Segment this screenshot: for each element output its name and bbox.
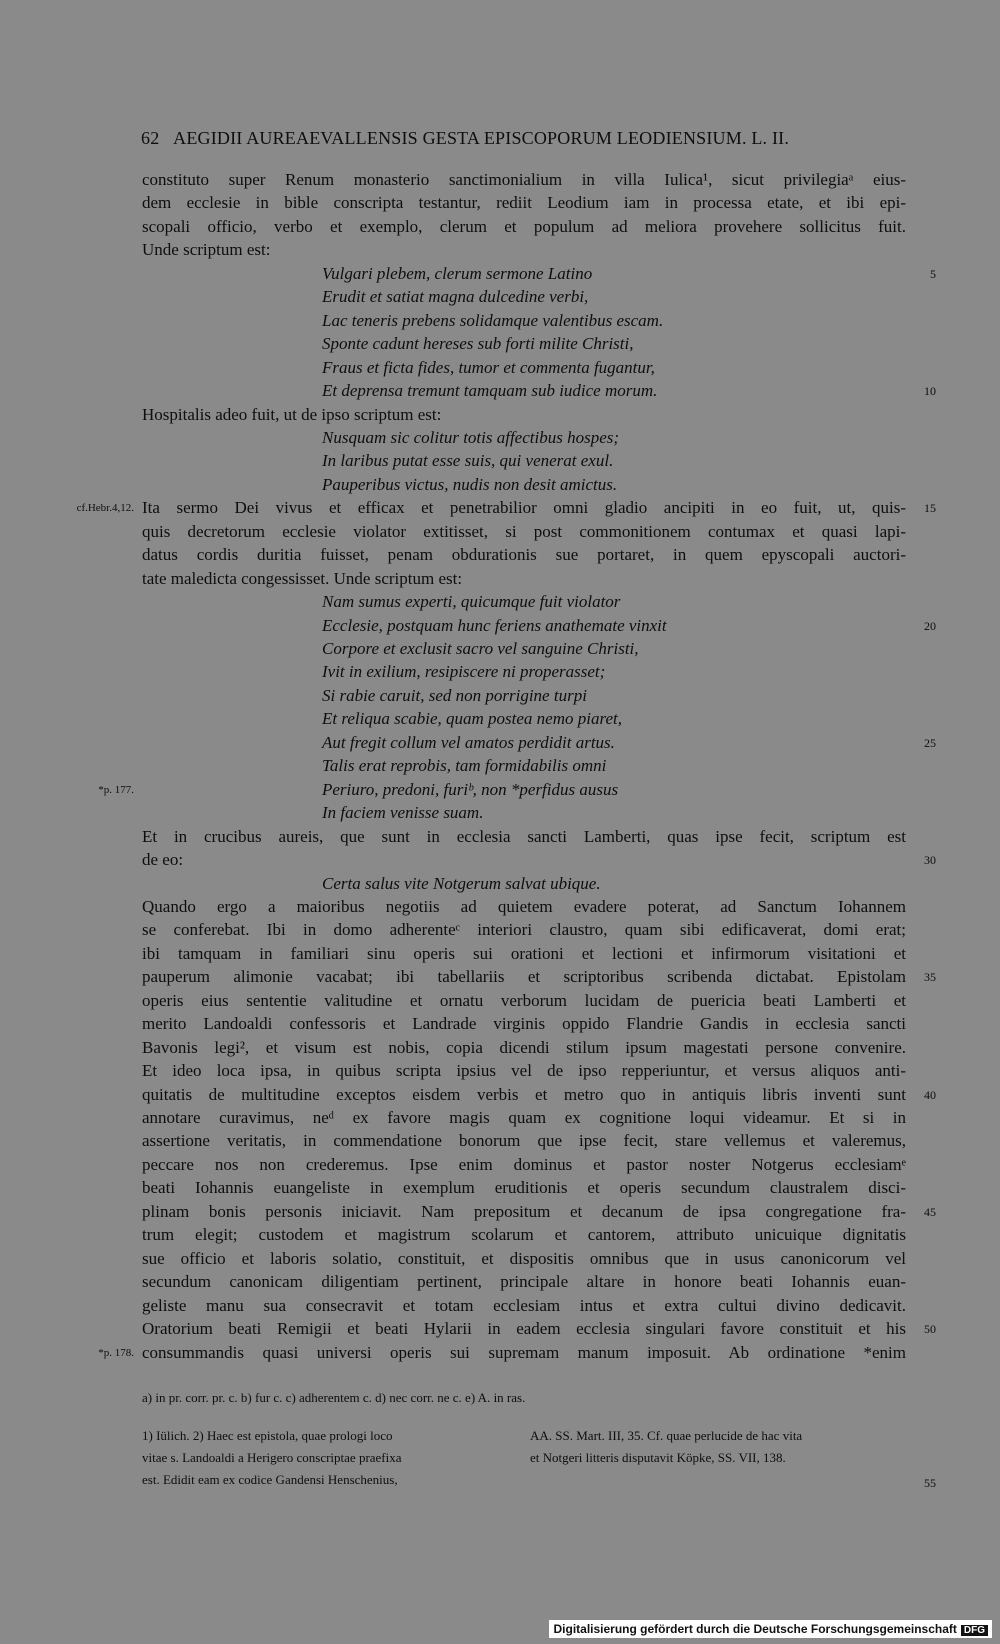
prose-line: pauperum alimonie vacabat; ibi tabellariis et scriptoribus scribenda dictabat. Epistolam <box>142 967 906 986</box>
margin-note: cf.Hebr.4,12. <box>76 502 134 514</box>
prose-line: Oratorium beati Remigii et beati Hylarii in eadem ecclesia singulari favore constituit et his <box>142 1319 906 1338</box>
verse-line: In laribus putat esse suis, qui venerat exul. <box>322 451 614 470</box>
prose-line: quitatis de multitudine exceptos eisdem verbis et metro quo in antiquis libris inventi sunt <box>142 1085 906 1104</box>
critical-apparatus: a) in pr. corr. pr. c. b) fur c. c) adherentem c. d) nec corr. ne c. e) A. in ras. <box>142 1390 526 1405</box>
prose-line: scopali officio, verbo et exemplo, clerum et populum ad meliora provehere sollicitus fuit. <box>142 217 906 236</box>
prose-line: secundum canonicam diligentiam pertinent, principale altare in honore beati Iohannis euan- <box>142 1272 906 1291</box>
line-number: 45 <box>924 1205 936 1219</box>
verse-line: Nam sumus experti, quicumque fuit violator <box>322 592 621 611</box>
verse-line: Et deprensa tremunt tamquam sub iudice morum. <box>322 381 658 400</box>
verse-line: Ecclesie, postquam hunc feriens anathemate vinxit <box>322 616 667 635</box>
prose-line: annotare curavimus, neᵈ ex favore magis quam ex cognitione loqui videamur. Et si in <box>142 1108 906 1127</box>
verse-line: Fraus et ficta fides, tumor et commenta fugantur, <box>322 358 655 377</box>
dfg-logo: DFG <box>961 1625 988 1636</box>
verse-line: Sponte cadunt hereses sub forti milite Christi, <box>322 334 634 353</box>
prose-line: merito Landoaldi confessoris et Landrade virginis oppido Flandrie Gandis in ecclesia sancti <box>142 1014 906 1033</box>
prose-line: Et in crucibus aureis, que sunt in ecclesia sancti Lamberti, quas ipse fecit, scriptum est <box>142 827 906 846</box>
line-number: 30 <box>924 853 936 867</box>
footnote-line: et Notgeri litteris disputavit Köpke, SS. VII, 138. <box>530 1450 786 1465</box>
verse-line: Vulgari plebem, clerum sermone Latino <box>322 264 593 283</box>
margin-note: *p. 177. <box>98 784 134 796</box>
line-number: 25 <box>924 736 936 750</box>
prose-line: Bavonis legi², et visum est nobis, copia dicendi stilum ipsum magestati persone convenire. <box>142 1038 906 1057</box>
prose-line: sue officio et laboris solatio, constituit, et dispositis omnibus que in usus canonicorum vel <box>142 1249 906 1268</box>
verse-line: Erudit et satiat magna dulcedine verbi, <box>322 287 589 306</box>
prose-line: constituto super Renum monasterio sanctimonialium in villa Iulica¹, sicut privilegiaᵃ eius- <box>142 170 906 189</box>
verse-line: Si rabie caruit, sed non porrigine turpi <box>322 686 587 705</box>
prose-line: peccare nos non crederemus. Ipse enim dominus et pastor noster Notgerus ecclesiamᵉ <box>142 1155 906 1174</box>
prose-line: operis eius sententie valitudine et ornatu verborum lucidam de puericia beati Lamberti et <box>142 991 906 1010</box>
verse-line: Talis erat reprobis, tam formidabilis omni <box>322 756 607 775</box>
line-number: 5 <box>930 267 936 281</box>
prose-line: assertione veritatis, in commendatione bonorum que ipse fecit, stare vellemus et valeremus, <box>142 1131 906 1150</box>
footnotes-left <box>142 1425 402 1491</box>
prose-line: Ita sermo Dei vivus et efficax et penetrabilior omni gladio ancipiti in eo fuit, ut, quis- <box>142 498 906 517</box>
footnote-line: 1) Iülich. 2) Haec est epistola, quae prologi loco <box>142 1428 393 1443</box>
footnote-line: est. Edidit eam ex codice Gandensi Henschenius, <box>142 1472 398 1487</box>
prose-line: plinam bonis personis iniciavit. Nam prepositum et decanum de ipsa congregatione fra- <box>142 1202 906 1221</box>
verse-line: Et reliqua scabie, quam postea nemo piaret, <box>322 709 622 728</box>
verse-line: Periuro, predoni, furiᵇ, non *perfidus ausus <box>322 780 619 799</box>
line-number: 50 <box>924 1322 936 1336</box>
footnote-line: AA. SS. Mart. III, 35. Cf. quae perlucide de hac vita <box>530 1428 803 1443</box>
page-title: AEGIDII AUREAEVALLENSIS GESTA EPISCOPORUM LEODIENSIUM. L. II. <box>173 128 790 148</box>
prose-line: tate maledicta congessisset. Unde scriptum est: <box>142 569 463 588</box>
line-number: 20 <box>924 619 936 633</box>
prose-line: quis decretorum ecclesie violator extitisset, si post commonitionem contumax et quasi lapi- <box>142 522 906 541</box>
prose-line: Unde scriptum est: <box>142 240 271 259</box>
verse-line: Aut fregit collum vel amatos perdidit artus. <box>322 733 615 752</box>
footer-text: Digitalisierung gefördert durch die Deutsche Forschungsgemeinschaft <box>553 1622 957 1636</box>
prose-line: Hospitalis adeo fuit, ut de ipso scriptum est: <box>142 405 442 424</box>
prose-line: Quando ergo a maioribus negotiis ad quietem evadere poterat, ad Sanctum Iohannem <box>142 897 906 916</box>
verse-line: Certa salus vite Notgerum salvat ubique. <box>322 874 601 893</box>
prose-line: consummandis quasi universi operis sui supremam manum imposuit. Ab ordinatione *enim <box>142 1343 906 1362</box>
verse-line: Lac teneris prebens solidamque valentibus escam. <box>322 311 664 330</box>
prose-line: de eo: <box>142 850 184 869</box>
line-number: 35 <box>924 970 936 984</box>
funding-footer <box>549 1620 992 1638</box>
margin-note: *p. 178. <box>98 1347 134 1359</box>
running-header <box>141 128 789 149</box>
prose-line: ibi tamquam in familiari sinu operis sui orationi et lectioni et infirmorum visitationi et <box>142 944 906 963</box>
page-number: 62 <box>141 128 160 148</box>
verse-line: Nusquam sic colitur totis affectibus hospes; <box>322 428 620 447</box>
prose-line: geliste manu sua consecravit et totam ecclesiam intus et extra cultui divino dedicavit. <box>142 1296 906 1315</box>
verse-line: Corpore et exclusit sacro vel sanguine Christi, <box>322 639 639 658</box>
prose-line: Et ideo loca ipsa, in quibus scripta ipsius vel de ipso repperiuntur, et versus aliquos anti- <box>142 1061 906 1080</box>
prose-line: se conferebat. Ibi in domo adherenteᶜ interiori claustro, quam sibi edificaverat, domi erat; <box>142 920 906 939</box>
line-number: 15 <box>924 501 936 515</box>
prose-line: trum elegit; custodem et magistrum scolarum et cantorem, attributo unicuique dignitatis <box>142 1225 906 1244</box>
prose-line: dem ecclesie in bible conscripta testantur, rediit Leodium iam in processa etate, et ibi epi- <box>142 193 906 212</box>
prose-line: datus cordis duritia fuisset, penam obdurationis sue portaret, in quem epyscopali auctori- <box>142 545 906 564</box>
verse-line: In faciem venisse suam. <box>322 803 484 822</box>
verse-line: Ivit in exilium, resipiscere ni properasset; <box>322 662 606 681</box>
footnote-line-number: 55 <box>924 1476 936 1490</box>
line-number: 10 <box>924 384 936 398</box>
footnotes-right <box>530 1425 802 1469</box>
verse-line: Pauperibus victus, nudis non desit amictus. <box>322 475 618 494</box>
prose-line: beati Iohannis euangeliste in exemplum eruditionis et operis secundum claustralem disci- <box>142 1178 906 1197</box>
footnote-line: vitae s. Landoaldi a Herigero conscriptae praefixa <box>142 1450 402 1465</box>
line-number: 40 <box>924 1088 936 1102</box>
